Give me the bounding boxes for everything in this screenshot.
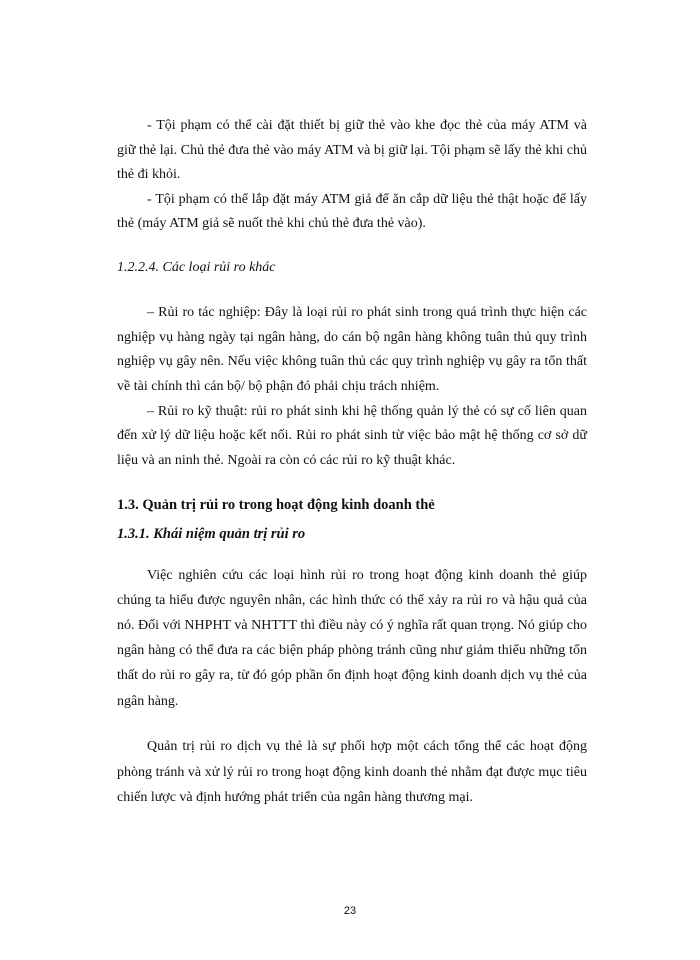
paragraph-line: giữ thẻ lại. Chủ thẻ đưa thẻ vào máy ATM và bị giữ lại. Tội phạm sẽ lấy thẻ khi chủ bbox=[117, 143, 587, 158]
paragraph-line: ngân hàng. bbox=[117, 694, 179, 709]
paragraph-line: nghiệp vụ gây nên. Nếu việc không tuân thủ các quy trình nghiệp vụ gây ra tổn thất bbox=[117, 354, 587, 369]
paragraph-line: ngân hàng có thể đưa ra các biện pháp phòng tránh cũng như giảm thiểu những tổn bbox=[117, 643, 587, 658]
paragraph-line: chiến lược và định hướng phát triển của ngân hàng thương mại. bbox=[117, 790, 473, 805]
paragraph-line: thẻ (máy ATM giả sẽ nuốt thẻ khi chủ thẻ đưa thẻ vào). bbox=[117, 216, 426, 231]
paragraph-line: Quản trị rủi ro dịch vụ thẻ là sự phối hợp một cách tổng thể các hoạt động bbox=[147, 739, 587, 754]
subheading-1224: 1.2.2.4. Các loại rủi ro khác bbox=[117, 260, 276, 275]
paragraph-line: chúng ta hiểu được nguyên nhân, các hình thức có thể xảy ra rủi ro và hậu quả của bbox=[117, 593, 587, 608]
paragraph-line: – Rủi ro tác nghiệp: Đây là loại rủi ro phát sinh trong quá trình thực hiện các bbox=[147, 305, 587, 320]
section-heading-131: 1.3.1. Khái niệm quản trị rủi ro bbox=[117, 526, 306, 542]
section-heading-13: 1.3. Quản trị rủi ro trong hoạt động kinh doanh thẻ bbox=[117, 497, 435, 513]
paragraph-line: – Rủi ro kỹ thuật: rủi ro phát sinh khi hệ thống quản lý thẻ có sự cố liên quan bbox=[147, 404, 587, 419]
paragraph-line: - Tội phạm có thể lắp đặt máy ATM giả để ăn cắp dữ liệu thẻ thật hoặc để lấy bbox=[147, 192, 587, 207]
paragraph-line: liệu và an ninh thẻ. Ngoài ra còn có các rủi ro kỹ thuật khác. bbox=[117, 453, 456, 468]
paragraph-line: Việc nghiên cứu các loại hình rủi ro trong hoạt động kinh doanh thẻ giúp bbox=[147, 568, 587, 583]
paragraph-line: thất do rủi ro gây ra, từ đó góp phần ổn định hoạt động kinh doanh dịch vụ thẻ của bbox=[117, 668, 587, 683]
paragraph-line: nghiệp vụ hàng ngày tại ngân hàng, do cán bộ ngân hàng không tuân thủ quy trình bbox=[117, 330, 587, 345]
paragraph-line: phòng tránh và xử lý rủi ro trong hoạt động kinh doanh thẻ nhằm đạt được mục tiêu bbox=[117, 765, 587, 780]
paragraph-line: thẻ đi khỏi. bbox=[117, 167, 181, 182]
paragraph-line: - Tội phạm có thể cài đặt thiết bị giữ thẻ vào khe đọc thẻ của máy ATM và bbox=[147, 118, 587, 133]
paragraph-line: nó. Đối với NHPHT và NHTTT thì điều này có ý nghĩa rất quan trọng. Nó giúp cho bbox=[117, 618, 587, 633]
page-number: 23 bbox=[343, 905, 357, 917]
paragraph-line: về tài chính thì cán bộ/ bộ phận đó phải chịu trách nhiệm. bbox=[117, 379, 440, 394]
paragraph-line: đến xử lý dữ liệu hoặc kết nối. Rủi ro phát sinh từ việc bảo mật hệ thống cơ sở dữ bbox=[117, 428, 587, 443]
